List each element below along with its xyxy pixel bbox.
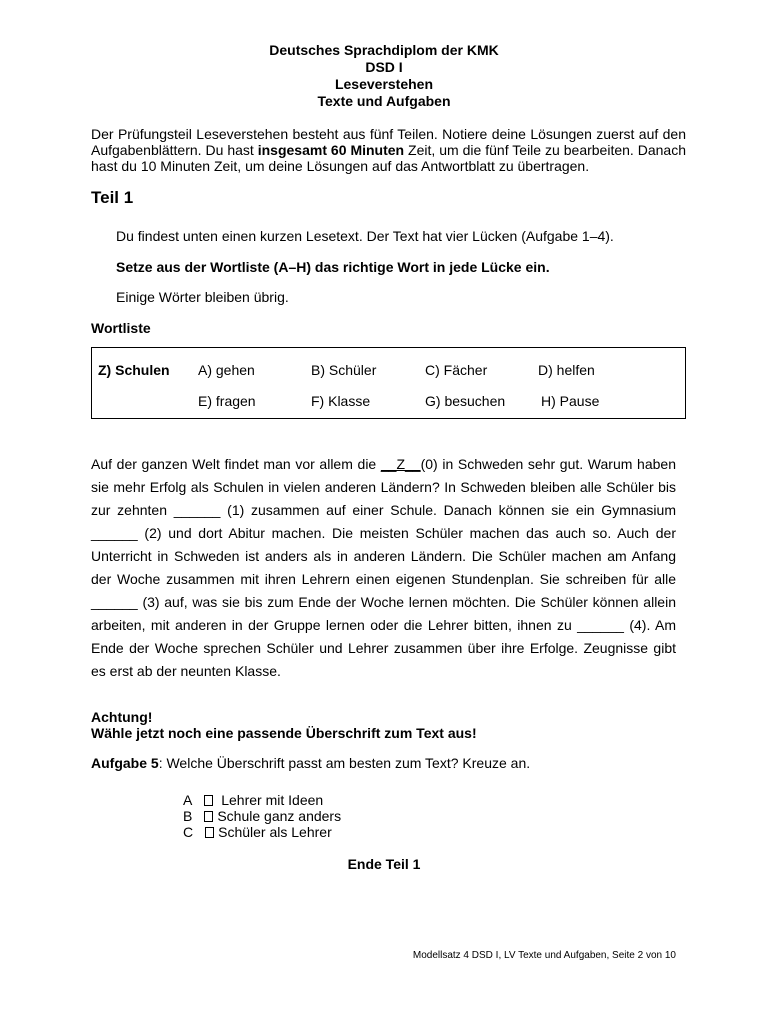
text-line-5: Unterricht in Schweden ist anders als in anderen Ländern. Die Schüler machen am Anfang [91,548,676,564]
text-line-1 [91,453,676,476]
option-a [183,792,341,808]
aufgabe-5 [91,755,530,771]
header-subtitle: Texte und Aufgaben [317,93,451,109]
option-b-text: Schule ganz anders [217,808,342,824]
document-header [0,42,768,110]
option-c [183,824,341,840]
section-end [0,856,768,872]
word-g: G) besuchen [425,393,506,409]
checkbox-icon[interactable] [205,827,214,838]
header-title: Deutsches Sprachdiplom der KMK [269,42,499,58]
word-e: E) fragen [198,393,256,409]
text-line-6: der Woche zusammen mit ihren Lehrern einen eigenen Stundenplan. Sie schreiben für alle [91,571,676,587]
text-line-9: Ende der Woche sprechen Schüler und Lehrer zusammen über ihre Erfolge. Zeugnisse gibt [91,640,676,656]
instruction-1: Du findest unten einen kurzen Lesetext. Der Text hat vier Lücken (Aufgabe 1–4). [116,228,614,244]
example-gap: __Z__ [380,456,421,472]
header-section: Leseverstehen [334,76,434,92]
word-f: F) Klasse [311,393,371,409]
option-c-text: Schüler als Lehrer [218,824,332,840]
aufgabe-5-label: Aufgabe 5 [91,755,159,771]
option-c-letter: C [183,824,194,840]
checkbox-icon[interactable] [204,795,213,806]
achtung-instruction: Wähle jetzt noch eine passende Überschrift zum Text aus! [91,725,477,741]
instruction-2: Setze aus der Wortliste (A–H) das richtige Wort in jede Lücke ein. [116,259,550,275]
intro-text-2: Zeit, um die fünf Teile zu bearbeiten. Danach hast du 10 Minuten Zeit, um deine Lösungen auf das Antwortblatt zu übertragen. [91,142,687,174]
section-end-label: Ende Teil 1 [347,856,421,872]
option-a-letter: A [183,792,193,808]
text-line-3: zur zehnten ______ (1) zusammen auf einer Schule. Danach können sie ein Gymnasium [91,502,676,518]
text-line-8: arbeiten, mit anderen in der Gruppe lernen oder die Lehrer bitten, ihnen zu ______ (4). Am [91,617,676,633]
reading-text [91,453,676,683]
achtung-label: Achtung! [91,709,153,725]
header-level: DSD I [365,59,403,75]
page-footer: Modellsatz 4 DSD I, LV Texte und Aufgaben, Seite 2 von 10 [412,950,676,961]
section-title: Teil 1 [91,188,134,207]
achtung-block [91,709,477,741]
intro-paragraph [91,126,686,174]
word-d: D) helfen [538,362,595,378]
wortliste-heading: Wortliste [91,320,151,336]
aufgabe-5-question: : Welche Überschrift passt am besten zum Text? Kreuze an. [158,755,531,771]
word-b: B) Schüler [311,362,377,378]
word-z: Z) Schulen [98,362,170,378]
text-line-1b: (0) in Schweden sehr gut. Warum haben [420,456,676,472]
intro-bold: insgesamt 60 Minuten [257,142,405,158]
option-b [183,808,341,824]
word-h: H) Pause [541,393,600,409]
option-b-letter: B [183,808,193,824]
instruction-3: Einige Wörter bleiben übrig. [116,289,289,305]
text-line-4: ______ (2) und dort Abitur machen. Die meisten Schüler machen das auch so. Auch der [91,525,676,541]
intro-text-1: Der Prüfungsteil Leseverstehen besteht aus fünf Teilen. Notiere deine Lösungen zuerst auf den Aufgabenblättern. Du hast [91,126,686,158]
checkbox-icon[interactable] [204,811,213,822]
word-a: A) gehen [198,362,255,378]
text-line-7: ______ (3) auf, was sie bis zum Ende der Woche lernen möchten. Die Schüler können allein [91,594,676,610]
answer-options [183,792,341,840]
word-c: C) Fächer [425,362,488,378]
text-line-2: sie mehr Erfolg als Schulen in vielen anderen Ländern? In Schweden bleiben alle Schüler bis [91,479,676,495]
option-a-text: Lehrer mit Ideen [217,792,324,808]
text-line-1a: Auf der ganzen Welt findet man vor allem die [91,456,381,472]
text-line-10: es erst ab der neunten Klasse. [91,663,281,679]
wortliste-box [91,347,686,419]
